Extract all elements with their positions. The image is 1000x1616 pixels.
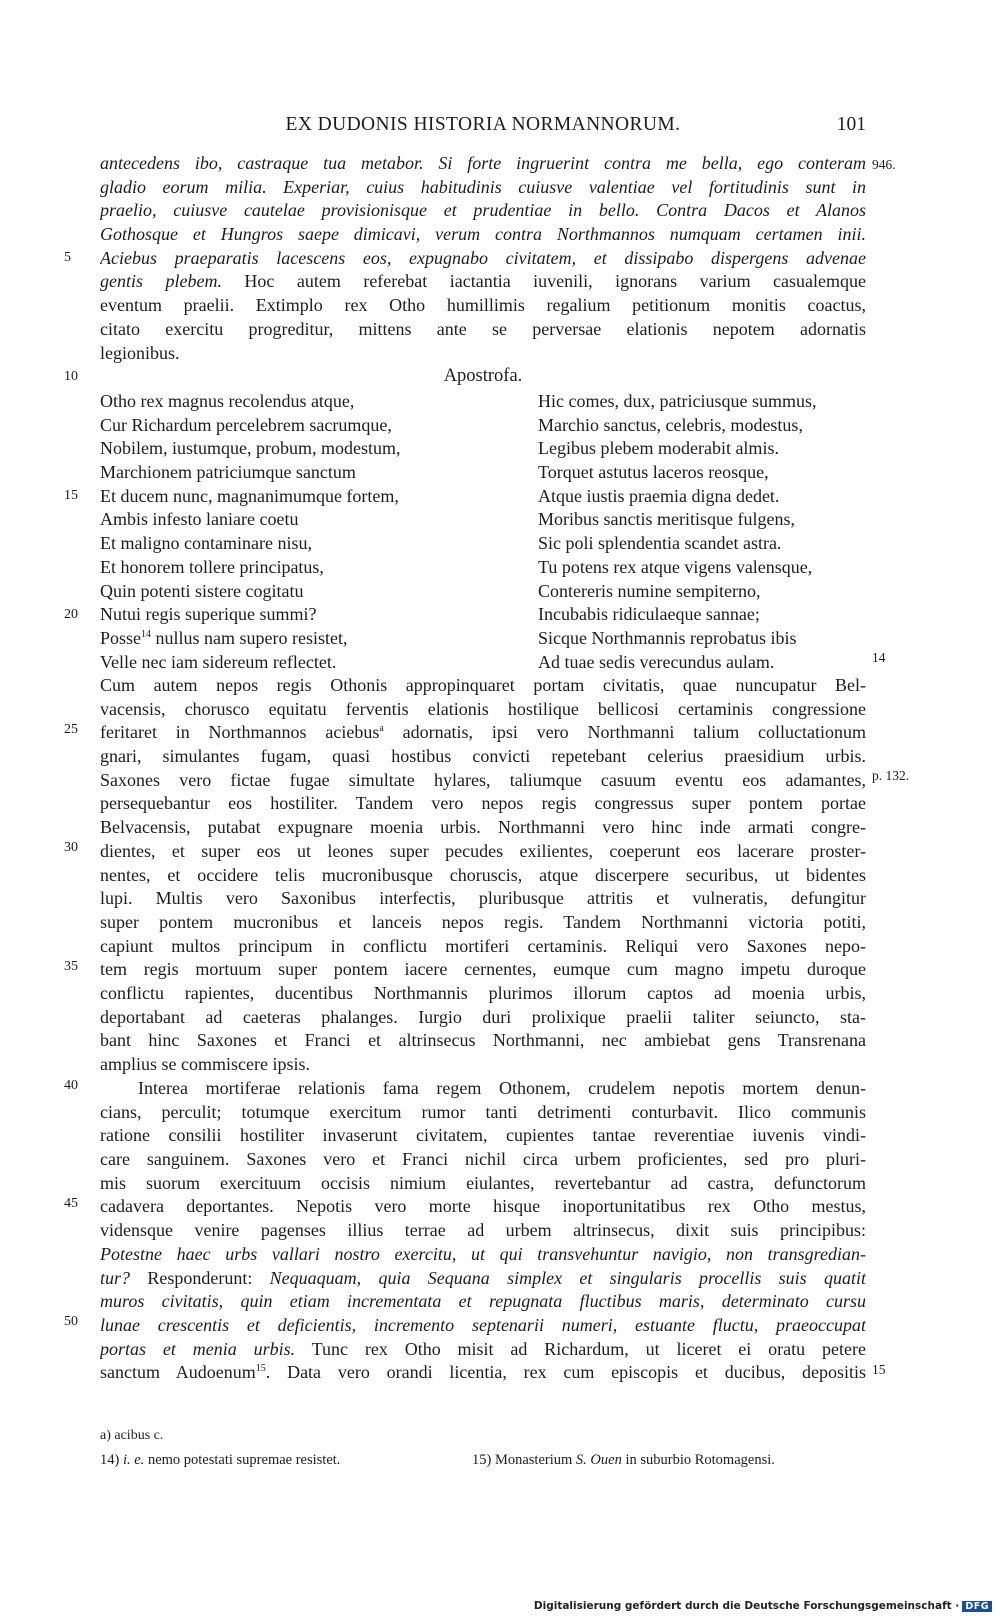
text-span: in suburbio Rotomagensi. [621,1452,775,1468]
verse-line: Et ducem nunc, magnanimumque fortem, [100,485,399,506]
verse-right-column [538,390,868,674]
line-number: 10 [64,369,78,384]
running-header [100,114,866,142]
running-title: EX DUDONIS HISTORIA NORMANNORUM. [285,114,681,135]
text-span: Responderunt: [130,1267,270,1288]
text-line: care sanguinem. Saxones vero et Franci nichil circa urbem proficientes, sed pro pluri- [100,1149,866,1170]
text-line: Aciebus praeparatis lacescens eos, expugnabo civitatem, et dissipabo dispergens advenae [100,247,866,268]
verse-line: Atque iustis praemia digna dedet. [538,485,780,506]
text-line: Potestne haec urbs vallari nostro exercitu, ut qui transvehuntur navigio, non transgredian- [100,1243,866,1264]
text-line: bant hinc Saxones et Franci et altrinsecus Northmanni, nec ambiebat gens Transrenana [100,1030,866,1051]
text-line: nentes, et occidere telis mucronibusque choruscis, atque discerpere securibus, ut bidentes [100,864,866,885]
verse-line: Et honorem tollere principatus, [100,556,324,577]
dfg-logo: DFG [962,1601,992,1612]
text-span: 15) Monasterium [472,1452,576,1468]
text-span: . Data vero orandi licentia, rex cum episcopis et ducibus, depositis [265,1362,866,1383]
text-line: antecedens ibo, castraque tua metabor. Si forte ingruerint contra me bella, ego conteram [100,153,866,173]
text-span: nemo potestati supremae resistet. [144,1452,341,1468]
footnote-a: a) acibus c. [100,1428,164,1443]
italic-span: tur? [100,1267,131,1288]
italic-span: S. Ouen [575,1452,622,1468]
margin-note-ref: 15 [872,1362,886,1377]
text-line: lupi. Multis vero Saxonibus interfectis, pluribusque attritis et vulneratis, defungitur [100,888,866,909]
italic-span: Nequaquam, quia Sequana simplex et singularis procellis suis quatit [269,1267,866,1288]
verse-line: Ambis infesto laniare coetu [100,509,299,530]
line-number: 5 [64,250,71,265]
text-line: super pontem mucronibus et lanceis nepos regis. Tandem Northmanni victoria potiti, [100,911,866,932]
margin-year: 946. [872,157,896,172]
paragraph-1 [100,152,866,365]
verse-line: Legibus plebem moderabit almis. [538,438,779,459]
footnote-14 [100,1452,340,1469]
text-span: adornatis, ipsi vero Northmanni talium colluctationum [383,722,866,743]
verse-line: Sicque Northmannis reprobatus ibis [538,627,797,648]
footnote-ref: 15 [255,1363,266,1375]
line-number: 45 [64,1196,78,1211]
text-line [100,721,866,745]
text-line: vacensis, chorusco equitatu ferventis elationis hostilique bellicosi certaminis congressione [100,698,866,719]
line-number: 15 [64,488,78,503]
text-span: feritaret in Northmannos aciebus [100,722,380,743]
footnote-ref: 14 [141,628,152,640]
verse-line: Velle nec iam sidereum reflectet. [100,651,337,672]
verse-line: Et maligno contaminare nisu, [100,533,312,554]
text-span: 14) [100,1452,123,1468]
line-number: 40 [64,1078,78,1093]
text-line: cadavera deportantes. Nepotis vero morte hisque inoportunitatibus rex Otho mestus, [100,1196,866,1217]
text-line: dientes, et super eos ut leones super pecudes exilientes, coeperunt eos lacerare proster- [100,840,866,861]
line-number: 50 [64,1314,78,1329]
section-heading: Apostrofa. [443,366,523,386]
text-line: Gothosque et Hungros saepe dimicavi, verum contra Northmannos numquam certamen inii. [100,224,866,245]
verse-line: Contereris numine sempiterno, [538,580,761,601]
text-line: cians, perculit; totumque exercitum rumor tanti detrimenti conturbavit. Ilico communis [100,1101,866,1122]
verse-line: Nutui regis superique summi? [100,604,317,625]
verse-line: Cur Richardum percelebrem sacrumque, [100,414,392,435]
text-line: amplius se commiscere ipsis. [100,1054,310,1074]
text-span: nullus nam supero resistet, [151,627,348,648]
text-line: persequebantur eos hostiliter. Tandem vero nepos regis congressus super pontem portae [100,793,866,814]
page-number: 101 [836,114,866,135]
text-line: conflictu rapientes, ducentibus Northmannis plurimos illorum captos ad moenia urbis, [100,982,866,1003]
margin-note-ref: 14 [872,650,886,665]
verse-left-column [100,390,530,674]
text-line: gladio eorum milia. Experiar, cuius habitudinis cuiusve valentiae vel fortitudinis sunt in [100,176,866,197]
text-span: Tunc rex Otho misit ad Richardum, ut liceret ei oratu petere [295,1338,866,1359]
verse-line: Torquet astutus laceros reosque, [538,462,769,483]
verse-line [100,627,530,651]
text-line: ratione consilii hostiliter invaserunt civitatem, cupientes tantae reverentiae iuvenis vindi- [100,1125,866,1146]
verse-line: Incubabis ridiculaeque sannae; [538,604,760,625]
line-number: 30 [64,840,78,855]
text-line: eventum praelii. Extimplo rex Otho humillimis regalium petitionum monitis coactus, [100,295,866,316]
credit-text: Digitalisierung gefördert durch die Deutsche Forschungsgemeinschaft · [533,1600,960,1612]
text-line: Saxones vero fictae fugae simultate hylares, taliumque casuum eventu eos adamantes, [100,769,866,790]
paragraph-3 [100,1077,866,1385]
italic-span: i. e. [122,1452,145,1468]
italic-span: gentis plebem. [100,271,222,292]
verse-line: Tu potens rex atque vigens valensque, [538,556,813,577]
text-line: citato exercitu progreditur, mittens ante se perversae elationis nepotem adornatis [100,318,866,339]
text-line: capiunt multos principum in conflictu mortiferi certaminis. Reliqui vero Saxones nepo- [100,935,866,956]
text-line [100,1338,866,1362]
line-number: 35 [64,959,78,974]
footnote-15 [472,1452,775,1469]
text-span: Hoc autem referebat iactantia iuvenili, ignorans varium casualemque [221,271,866,292]
digitization-credit [534,1600,992,1612]
text-line [100,1267,866,1291]
line-number: 20 [64,607,78,622]
text-line: Cum autem nepos regis Othonis appropinquaret portam civitatis, quae nuncupatur Bel- [100,675,866,695]
text-line: mis suorum exercituum occisis nimium eiulantes, revertebantur ad castra, defunctorum [100,1172,866,1193]
line-number: 25 [64,722,78,737]
verse-line: Hic comes, dux, patriciusque summus, [538,391,817,411]
text-span: Posse [100,627,142,648]
verse-line: Otho rex magnus recolendus atque, [100,391,355,411]
text-line: legionibus. [100,342,180,363]
italic-span: portas et menia urbis. [100,1338,296,1359]
text-line: muros civitatis, quin etiam incrementata et repugnata fluctibus maris, determinato cursu [100,1291,866,1312]
paragraph-2 [100,674,866,1077]
text-line [100,1361,866,1385]
text-span: sanctum Audoenum [100,1362,256,1383]
text-line: Belvacensis, putabat expugnare moenia urbis. Northmanni vero hinc inde armati congre- [100,817,866,838]
verse-line: Quin potenti sistere cogitatu [100,580,304,601]
text-line [100,270,866,294]
verse-line: Marchio sanctus, celebris, modestus, [538,414,803,435]
text-line: Interea mortiferae relationis fama regem Othonem, crudelem nepotis mortem denun- [138,1078,866,1098]
verse-line: Ad tuae sedis verecundus aulam. [538,651,775,672]
verse-line: Nobilem, iustumque, probum, modestum, [100,438,401,459]
verse-line: Marchionem patriciumque sanctum [100,462,356,483]
text-line: vidensque venire pagenses illius terrae ad urbem altrinsecus, dixit suis principibus: [100,1220,866,1241]
margin-page-ref: p. 132. [872,768,910,783]
text-line: praelio, cuiusve cautelae provisionisque et prudentiae in bello. Contra Dacos et Alanos [100,200,866,221]
text-line: gnari, simulantes fugam, quasi hostibus convicti repetebant celerius praesidium urbis. [100,746,866,767]
verse-line: Moribus sanctis meritisque fulgens, [538,509,795,530]
text-line: lunae crescentis et deficientis, incremento septenarii numeri, estuante fluctu, praeoccupat [100,1314,866,1335]
text-line: tem regis mortuum super pontem iacere cernentes, eumque cum magno impetu duroque [100,959,866,980]
verse-line: Sic poli splendentia scandet astra. [538,533,782,554]
text-line: deportabant ad caeteras phalanges. Iurgio duri prolixique praelii taliter seiuncto, sta- [100,1006,866,1027]
footnote-ref: a [379,723,384,735]
